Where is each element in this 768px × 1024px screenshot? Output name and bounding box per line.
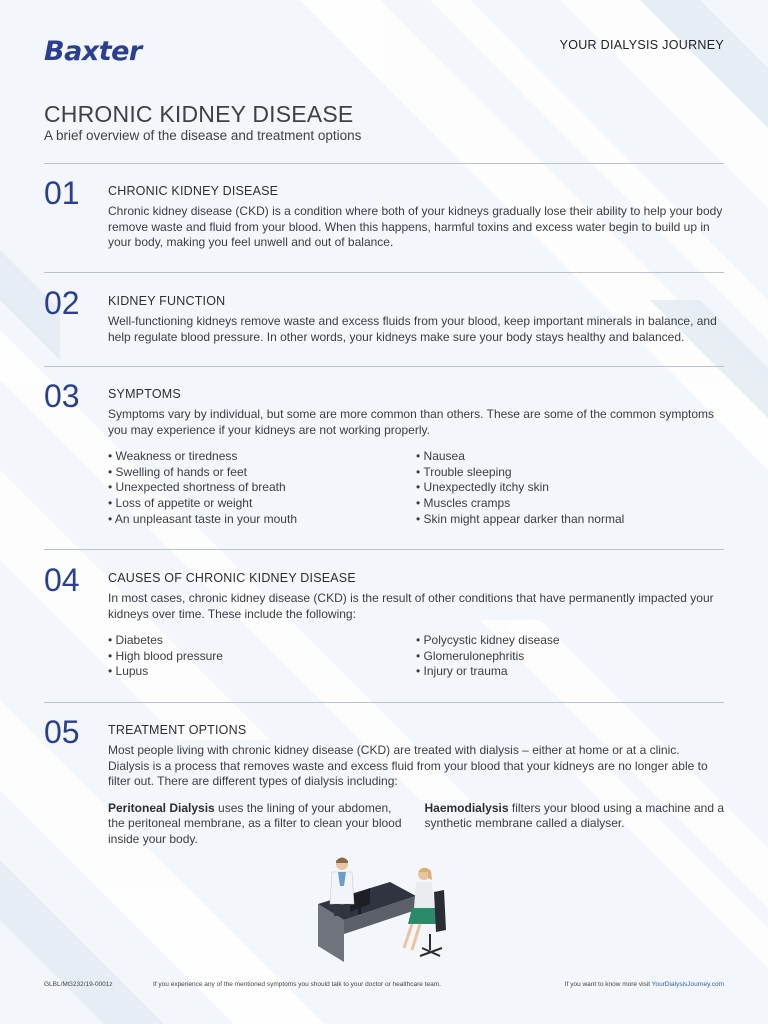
list-item: • Diabetes — [108, 633, 163, 648]
term-description: uses the lining of your abdomen, the peritoneal membrane, as a filter to clean your blood inside your body. — [108, 800, 402, 846]
divider — [44, 163, 724, 164]
website-link[interactable]: YourDialysisJourney.com — [651, 981, 724, 988]
list-item: • Lupus — [108, 664, 149, 679]
list-item: • Muscles cramps — [416, 495, 511, 510]
list-item: • Nausea — [416, 449, 465, 464]
causes-list-right — [416, 633, 724, 680]
section-number: 02 — [44, 285, 80, 321]
footer-more — [565, 981, 724, 988]
section-title: TREATMENT OPTIONS — [108, 723, 247, 737]
list-item: • Unexpected shortness of breath — [108, 480, 286, 495]
haemodialysis-text — [425, 801, 725, 848]
list-item: • Trouble sleeping — [416, 464, 512, 479]
header-tagline: YOUR DIALYSIS JOURNEY — [559, 38, 724, 52]
section-number: 03 — [44, 378, 80, 414]
peritoneal-dialysis-text — [108, 801, 408, 848]
causes-list-left — [108, 633, 416, 680]
section-number: 04 — [44, 562, 80, 598]
divider — [44, 366, 724, 367]
divider — [44, 549, 724, 550]
footer-code: GLBL/MG232/19-0001z — [44, 981, 113, 988]
list-item: • Skin might appear darker than normal — [416, 511, 625, 526]
section-title: SYMPTOMS — [108, 387, 181, 401]
list-item: • Unexpectedly itchy skin — [416, 480, 549, 495]
section-title: CHRONIC KIDNEY DISEASE — [108, 184, 279, 198]
section-text: Symptoms vary by individual, but some are more common than others. These are some of the common symptoms you may experience if your kidneys are not working properly. — [108, 407, 715, 437]
section-number: 05 — [44, 714, 80, 750]
term: Haemodialysis — [424, 800, 509, 815]
list-item: • Swelling of hands or feet — [108, 464, 247, 479]
footer-note: If you experience any of the mentioned symptoms you should talk to your doctor or healthcare team. — [153, 981, 441, 988]
section-text: In most cases, chronic kidney disease (CKD) is the result of other conditions that have permanently impacted your kidneys over time. These include the following: — [108, 591, 714, 621]
list-item: • Polycystic kidney disease — [416, 633, 560, 648]
page-subtitle: A brief overview of the disease and treatment options — [44, 128, 362, 143]
baxter-logo: Baxter — [44, 36, 142, 67]
section-text: Chronic kidney disease (CKD) is a condition where both of your kidneys gradually lose their ability to help your body remove waste and fluid from your blood. When this happens, harmful toxins and excess water begin to build up in your body, making you feel unwell and out of balance. — [108, 204, 723, 250]
list-item: • Weakness or tiredness — [108, 449, 238, 464]
section-title: CAUSES OF CHRONIC KIDNEY DISEASE — [108, 571, 356, 585]
section-text: Most people living with chronic kidney disease (CKD) are treated with dialysis – either at home or at a clinic. Dialysis is a process that removes waste and excess fluid from your blood that your kidneys are no longer able to filter out. There are different types of dialysis including: — [108, 743, 708, 789]
divider — [44, 702, 724, 703]
list-item: • Glomerulonephritis — [416, 648, 525, 663]
section-text: Well-functioning kidneys remove waste and excess fluids from your blood, keep important minerals in balance, and help regulate blood pressure. In other words, your kidneys make sure your body stays healthy and balanced. — [108, 314, 717, 344]
list-item: • Loss of appetite or weight — [108, 495, 253, 510]
footer-more-text: If you want to know more visit — [564, 981, 652, 988]
section-title: KIDNEY FUNCTION — [108, 294, 226, 308]
list-item: • Injury or trauma — [416, 664, 508, 679]
symptoms-list-left — [108, 449, 416, 527]
term: Peritoneal Dialysis — [108, 800, 215, 815]
list-item: • High blood pressure — [108, 648, 223, 663]
term-description: filters your blood using a machine and a synthetic membrane called a dialyser. — [424, 800, 725, 831]
section-number: 01 — [44, 175, 80, 211]
doctor-patient-illustration — [312, 852, 452, 968]
page-title: CHRONIC KIDNEY DISEASE — [44, 101, 354, 127]
symptoms-list-right — [416, 449, 724, 527]
list-item: • An unpleasant taste in your mouth — [108, 511, 297, 526]
divider — [44, 272, 724, 273]
